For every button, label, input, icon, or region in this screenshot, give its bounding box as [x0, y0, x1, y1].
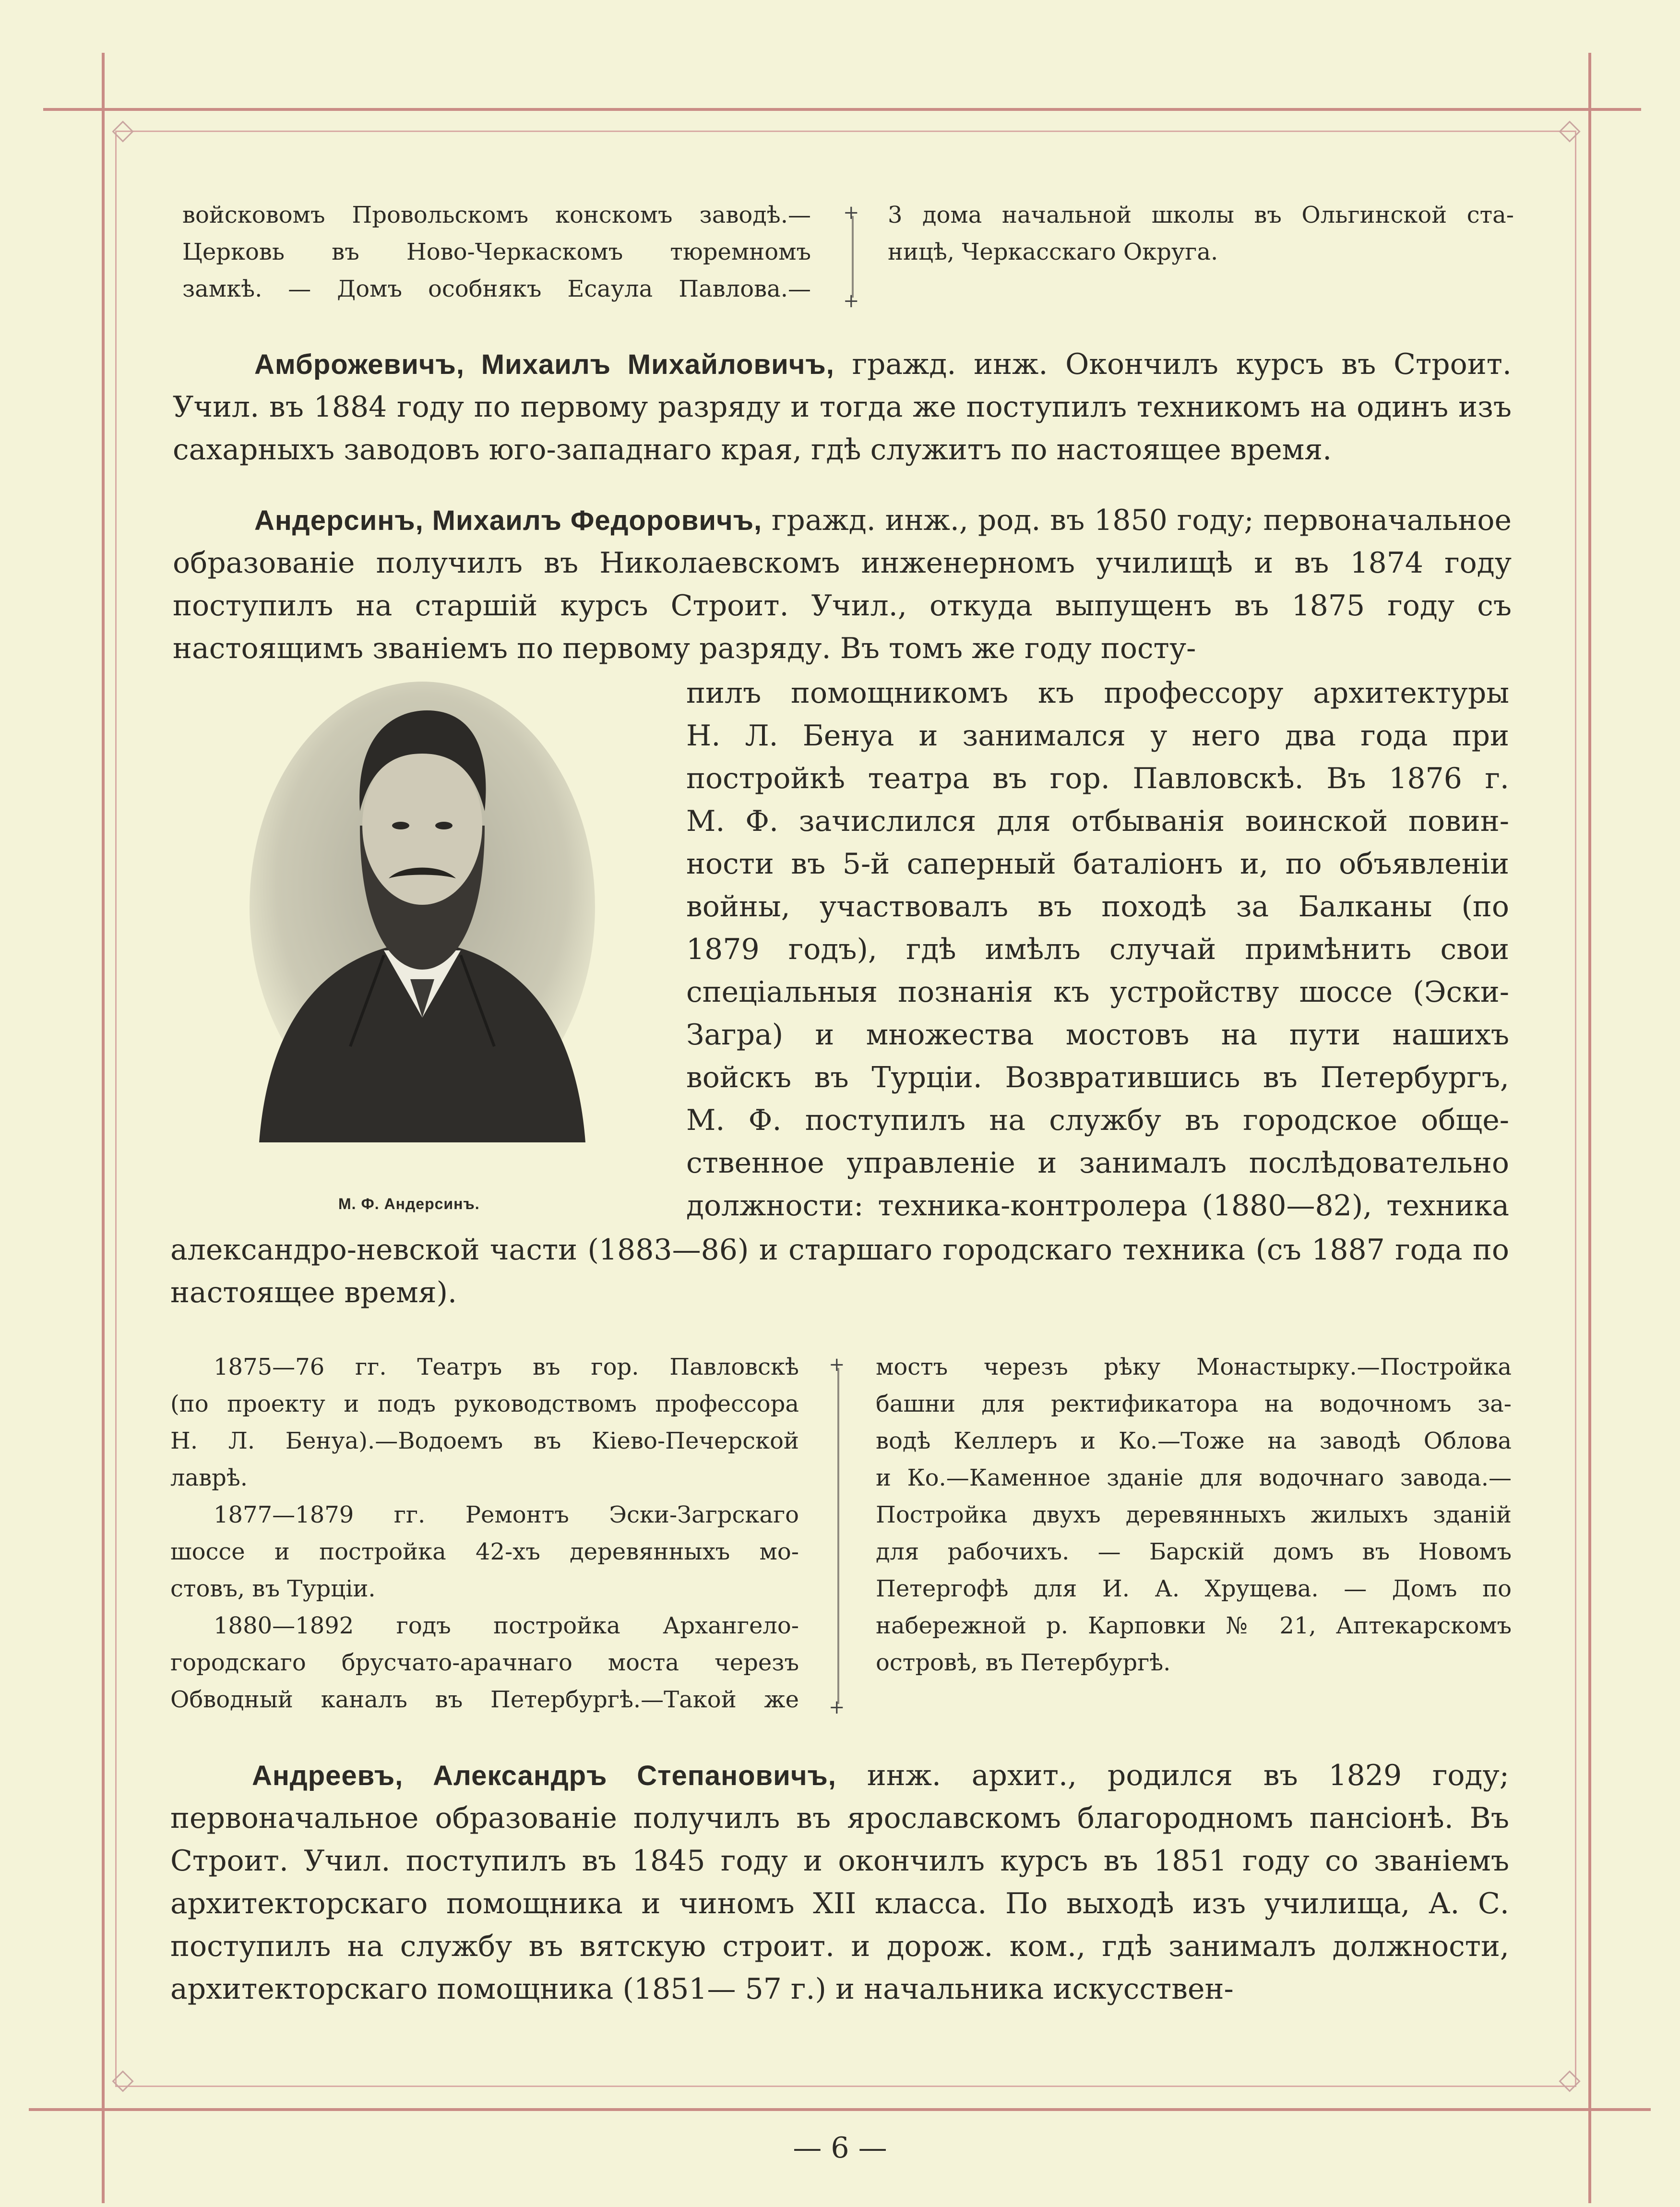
text-line: замкѣ. — Домъ особнякъ Есаула Павлова.— [182, 276, 811, 302]
entry-andreev [170, 1754, 1509, 2011]
text-line: водѣ Келлеръ и Ко.—Тоже на заводѣ Облова [876, 1427, 1512, 1454]
entry-text: гражд. инж., род. въ 1850 году; первоначальное образованіе получилъ въ Николаевскомъ инженерномъ училищѣ и въ 1874 году поступилъ на старшій курсъ Строит. Учил., откуда выпущенъ въ 1875 году съ настоящимъ званіемъ по первому разряду. Въ томъ же году посту- [173, 504, 1512, 665]
entry-name: Андерсинъ, Михаилъ Федоровичъ, [254, 505, 763, 536]
text-line: и Ко.—Каменное зданіе для водочнаго завода.— [876, 1464, 1512, 1491]
text-line: шоссе и постройка 42-хъ деревянныхъ мо- [170, 1538, 799, 1565]
works-right-column [876, 1349, 1512, 1681]
text-line: Загра) и множества мостовъ на пути нашихъ [686, 1018, 1509, 1052]
top-works-left-column [182, 197, 811, 308]
text-line: островѣ, въ Петербургѣ. [876, 1649, 1171, 1676]
entry-text: инж. архит., родился въ 1829 году; первоначальное образованіе получилъ въ ярославскомъ благородномъ пансіонѣ. Въ Строит. Учил. поступилъ въ 1845 году и окончилъ курсъ въ 1851 году со званіемъ архитекторскаго помощника и чиномъ XII класса. По выходѣ изъ училища, А. С. поступилъ на службу въ вятскую строит. и дорож. ком., гдѣ занималъ должности, архитекторскаго помощника (1851— 57 г.) и начальника искусствен- [170, 1759, 1509, 2006]
portrait-caption: М. Ф. Андерсинъ. [338, 1195, 480, 1212]
text-line: ственное управленіе и занималъ послѣдовательно [686, 1146, 1509, 1180]
frame-corner-ornament [1559, 2070, 1580, 2092]
column-divider [837, 1368, 839, 1704]
text-line: М. Ф. зачислился для отбыванія воинской повин- [686, 804, 1509, 838]
entry-name: Андреевъ, Александръ Степановичъ, [252, 1760, 836, 1791]
text-line: стовъ, въ Турціи. [170, 1575, 376, 1602]
entry-text: гражд. инж. Окончилъ курсъ въ Строит. Учил. въ 1884 году по первому разряду и тогда же поступилъ техникомъ на одинъ изъ сахарныхъ заводовъ юго-западнаго края, гдѣ служитъ по настоящее время. [173, 348, 1512, 467]
entry-name: Амброжевичъ, Михаилъ Михайловичъ, [254, 349, 834, 380]
text-line: 3 дома начальной школы въ Ольгинской ста- [888, 202, 1514, 228]
text-line: Н. Л. Бенуа и занимался у него два года при [686, 719, 1509, 753]
page-number: — 6 — [793, 2131, 887, 2165]
entry-andersin-wrapped-text [686, 672, 1509, 1227]
text-line: войны, участвовалъ въ походѣ за Балканы (по [686, 890, 1509, 924]
text-line: пилъ помощникомъ къ профессору архитектуры [686, 676, 1509, 710]
column-divider [852, 216, 854, 298]
inner-frame-right [1575, 131, 1576, 2087]
text-line: (по проекту и подъ руководствомъ профессора [170, 1391, 799, 1417]
text-line: Обводный каналъ въ Петербургѣ.—Такой же [170, 1686, 799, 1713]
text-line: для рабочихъ. — Барскій домъ въ Новомъ [876, 1538, 1512, 1565]
text-line: Постройка двухъ деревянныхъ жилыхъ зданій [876, 1501, 1512, 1528]
text-line: мостъ черезъ рѣку Монастырку.—Постройка [876, 1354, 1512, 1380]
entry-text: александро-невской части (1883—86) и старшаго городскаго техника (съ 1887 года по настоящее время). [170, 1233, 1509, 1309]
text-line: войскъ въ Турціи. Возвратившись въ Петербургъ, [686, 1061, 1509, 1094]
text-line: постройкѣ театра въ гор. Павловскѣ. Въ 1876 г. [686, 762, 1509, 795]
portrait-engraving [240, 682, 605, 1142]
frame-left-rule [102, 53, 105, 2203]
entry-andersin-intro [173, 499, 1512, 670]
text-line: городскаго брусчато-арачнаго моста черезъ [170, 1649, 799, 1676]
text-line: башни для ректификатора на водочномъ за- [876, 1391, 1512, 1417]
inner-frame-bottom [115, 2086, 1576, 2087]
text-line: Церковь въ Ново-Черкаскомъ тюремномъ [182, 239, 811, 265]
entry-ambrozhevich [173, 343, 1512, 471]
text-line: 1877—1879 гг. Ремонтъ Эски-Загрскаго [214, 1501, 799, 1528]
text-line: ницѣ, Черкасскаго Округа. [888, 239, 1218, 265]
text-line: 1880—1892 годъ постройка Архангело- [214, 1612, 799, 1639]
text-line: набережной р. Карповки № 21, Аптекарскомъ [876, 1612, 1512, 1639]
text-line: Петергофѣ для И. А. Хрущева. — Домъ по [876, 1575, 1512, 1602]
text-line: ности въ 5-й саперный баталіонъ и, по объявленіи [686, 847, 1509, 881]
inner-frame-left [115, 131, 117, 2087]
text-line: М. Ф. поступилъ на службу въ городское обще- [686, 1104, 1509, 1137]
text-line: Н. Л. Бенуа).—Водоемъ въ Кіево-Печерской [170, 1427, 799, 1454]
inner-frame-top [115, 131, 1576, 132]
text-line: 1879 годъ), гдѣ имѣлъ случай примѣнить свои [686, 933, 1509, 966]
text-line: спеціальныя познанія къ устройству шоссе (Эски- [686, 975, 1509, 1009]
entry-andersin-tail [170, 1229, 1509, 1314]
text-line: лаврѣ. [170, 1464, 248, 1491]
frame-bottom-rule [29, 2108, 1651, 2111]
frame-top-rule [43, 108, 1641, 111]
frame-corner-ornament [1559, 120, 1580, 142]
text-line: 1875—76 гг. Театръ въ гор. Павловскѣ [214, 1354, 799, 1380]
works-left-column [170, 1349, 799, 1718]
text-line: должности: техника-контролера (1880—82), техника [686, 1189, 1509, 1223]
text-line: войсковомъ Провольскомъ конскомъ заводѣ.— [182, 202, 811, 228]
top-works-right-column [888, 197, 1514, 271]
frame-right-rule [1588, 53, 1591, 2203]
